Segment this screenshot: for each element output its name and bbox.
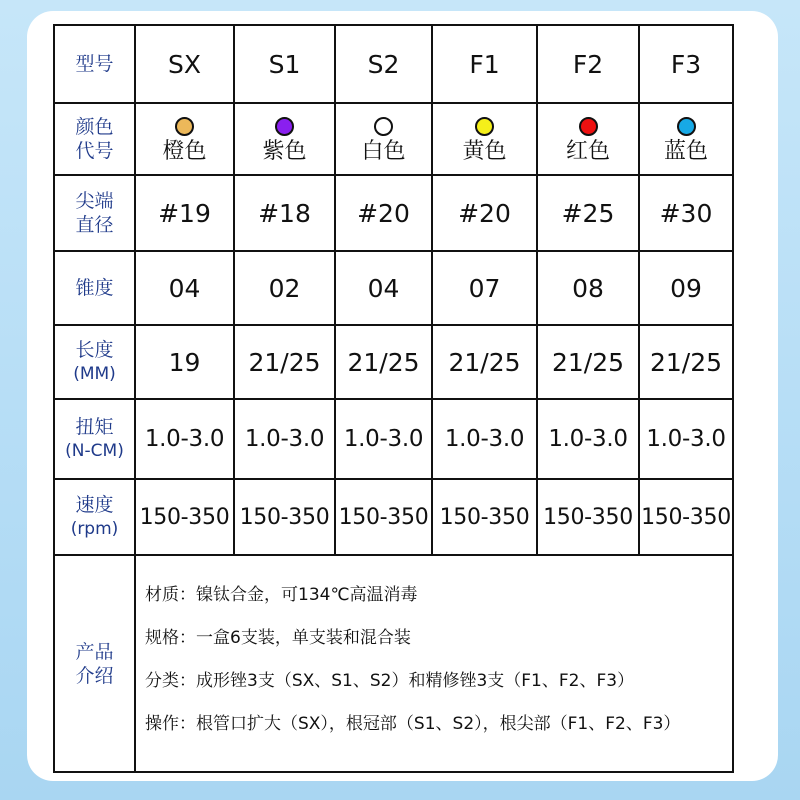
row-label-unit: (N-CM) — [65, 441, 124, 461]
color-dot-icon — [175, 117, 194, 136]
color-name: 蓝色 — [663, 138, 708, 164]
row-label-line: 介绍 — [75, 664, 114, 687]
row-label-tip — [55, 176, 136, 252]
color-name: 黄色 — [462, 138, 507, 164]
length-cell — [336, 326, 433, 400]
color-cell — [538, 104, 640, 176]
color-cell — [433, 104, 538, 176]
tip-value: #18 — [258, 198, 311, 228]
color-name: 橙色 — [162, 138, 207, 164]
speed-cell — [433, 480, 538, 556]
model-cell — [136, 26, 235, 104]
model-cell — [235, 26, 336, 104]
taper-value: 07 — [468, 273, 501, 303]
row-label-line: 颜色 — [75, 116, 114, 138]
model-cell — [640, 26, 732, 104]
spec-table — [53, 24, 734, 773]
row-label-torque — [55, 400, 136, 480]
tip-cell — [136, 176, 235, 252]
speed-value: 150-350 — [338, 504, 429, 530]
torque-cell — [433, 400, 538, 480]
torque-value: 1.0-3.0 — [444, 426, 525, 452]
row-label-line: 产品 — [75, 640, 114, 663]
model-cell — [336, 26, 433, 104]
intro-material: 材质：镍钛合金，可134℃高温消毒 — [145, 585, 418, 605]
row-label-line: 锥度 — [75, 277, 114, 299]
speed-value: 150-350 — [543, 504, 633, 530]
taper-cell — [136, 252, 235, 326]
torque-cell — [538, 400, 640, 480]
color-name: 红色 — [565, 138, 610, 164]
taper-value: 04 — [168, 273, 201, 303]
tip-cell — [235, 176, 336, 252]
tip-cell — [640, 176, 732, 252]
taper-cell — [336, 252, 433, 326]
speed-cell — [640, 480, 732, 556]
color-cell — [235, 104, 336, 176]
row-label-line: 直径 — [75, 214, 114, 236]
row-label-line: 速度 — [75, 494, 114, 516]
row-label-unit: (rpm) — [70, 519, 119, 539]
color-dot-icon — [579, 117, 598, 136]
torque-cell — [235, 400, 336, 480]
model-cell — [433, 26, 538, 104]
model-value: F2 — [572, 49, 604, 79]
length-value: 21/25 — [347, 347, 420, 377]
color-dot-icon — [275, 117, 294, 136]
torque-value: 1.0-3.0 — [646, 426, 726, 452]
speed-value: 150-350 — [439, 504, 530, 530]
color-cell — [136, 104, 235, 176]
torque-value: 1.0-3.0 — [144, 426, 225, 452]
color-name: 白色 — [361, 138, 406, 164]
row-label-taper — [55, 252, 136, 326]
speed-value: 150-350 — [139, 504, 230, 530]
torque-value: 1.0-3.0 — [548, 426, 628, 452]
product-intro — [136, 556, 732, 771]
torque-value: 1.0-3.0 — [343, 426, 424, 452]
speed-value: 150-350 — [239, 504, 330, 530]
speed-cell — [136, 480, 235, 556]
row-label-line: 长度 — [75, 339, 114, 361]
color-dot-icon — [677, 117, 696, 136]
speed-cell — [336, 480, 433, 556]
color-cell — [336, 104, 433, 176]
speed-value: 150-350 — [641, 504, 731, 530]
tip-value: #19 — [158, 198, 211, 228]
tip-cell — [433, 176, 538, 252]
length-value: 21/25 — [248, 347, 321, 377]
taper-value: 04 — [367, 273, 400, 303]
length-cell — [136, 326, 235, 400]
speed-cell — [235, 480, 336, 556]
color-cell — [640, 104, 732, 176]
model-value: F1 — [469, 49, 500, 79]
row-label-model — [55, 26, 136, 104]
tip-value: #30 — [659, 198, 713, 228]
torque-cell — [640, 400, 732, 480]
color-dot-icon — [374, 117, 393, 136]
speed-cell — [538, 480, 640, 556]
tip-cell — [336, 176, 433, 252]
model-value: S1 — [268, 49, 301, 79]
tip-value: #20 — [357, 198, 410, 228]
taper-cell — [433, 252, 538, 326]
row-label-unit: (MM) — [73, 364, 116, 384]
taper-value: 08 — [572, 273, 604, 303]
row-label-line: 代号 — [75, 140, 114, 162]
tip-cell — [538, 176, 640, 252]
row-label-line: 扭矩 — [75, 416, 114, 438]
row-label-line: 尖端 — [75, 190, 114, 212]
length-cell — [538, 326, 640, 400]
model-cell — [538, 26, 640, 104]
row-label-color — [55, 104, 136, 176]
taper-cell — [640, 252, 732, 326]
length-value: 21/25 — [649, 347, 723, 377]
intro-category: 分类：成形锉3支（SX、S1、S2）和精修锉3支（F1、F2、F3） — [145, 671, 635, 691]
model-value: S2 — [367, 49, 400, 79]
tip-value: #20 — [458, 198, 511, 228]
length-cell — [640, 326, 732, 400]
row-label-length — [55, 326, 136, 400]
intro-spec: 规格：一盒6支装，单支装和混合装 — [145, 628, 411, 648]
color-dot-icon — [475, 117, 494, 136]
row-label-model-text: 型号 — [75, 53, 114, 75]
length-value: 19 — [168, 347, 201, 377]
tip-value: #25 — [561, 198, 615, 228]
taper-cell — [538, 252, 640, 326]
length-cell — [235, 326, 336, 400]
intro-operation: 操作：根管口扩大（SX），根冠部（S1、S2），根尖部（F1、F2、F3） — [145, 714, 681, 734]
row-label-intro — [55, 556, 136, 771]
model-value: SX — [168, 49, 201, 79]
length-cell — [433, 326, 538, 400]
model-value: F3 — [670, 49, 702, 79]
row-label-speed — [55, 480, 136, 556]
length-value: 21/25 — [551, 347, 625, 377]
taper-cell — [235, 252, 336, 326]
taper-value: 09 — [670, 273, 702, 303]
torque-value: 1.0-3.0 — [244, 426, 325, 452]
torque-cell — [136, 400, 235, 480]
color-name: 紫色 — [262, 138, 307, 164]
taper-value: 02 — [268, 273, 301, 303]
length-value: 21/25 — [448, 347, 521, 377]
torque-cell — [336, 400, 433, 480]
